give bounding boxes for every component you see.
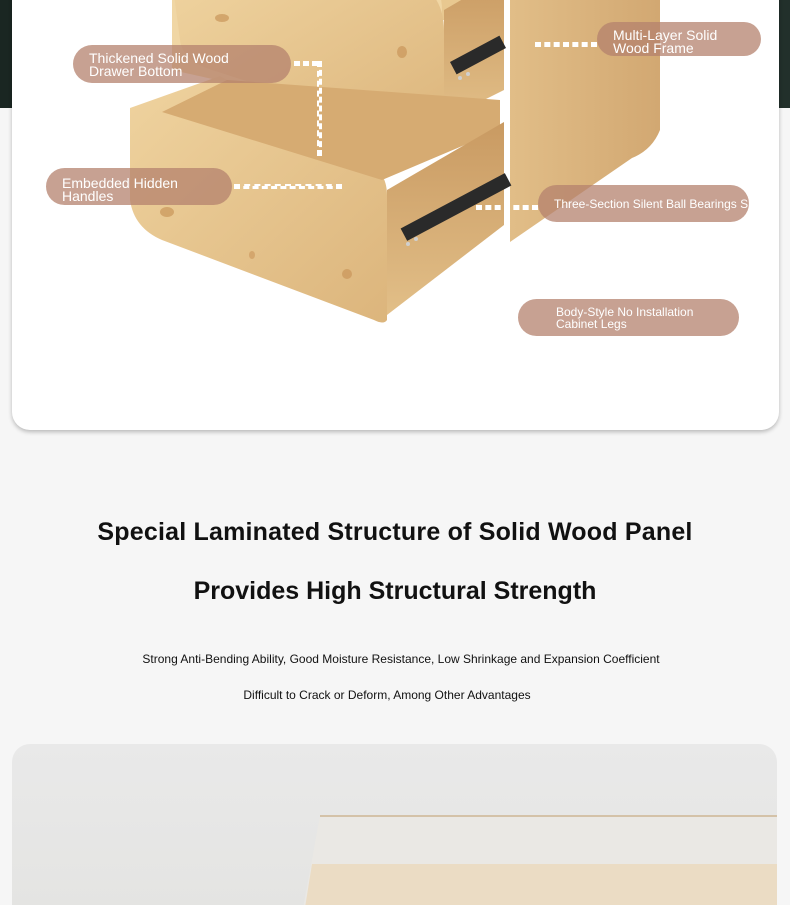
background-edge-right (778, 0, 790, 108)
wood-panel-photo (12, 744, 777, 905)
callout-slides-label: Three-Section Silent Ball Bearings Slides (554, 197, 773, 211)
leader-line-legs-h (488, 317, 518, 322)
leader-line-slides (476, 205, 538, 210)
leader-line-handles (234, 184, 342, 189)
wood-panel-illustration (12, 744, 777, 905)
section-heading-line1: Special Laminated Structure of Solid Wood Panel (97, 518, 693, 546)
leader-line-drawer-bottom-v (317, 61, 322, 156)
leader-line-drawer-bottom-h (294, 61, 318, 66)
callout-slides (538, 185, 773, 222)
section-subtext-line1: Strong Anti-Bending Ability, Good Moisture Resistance, Low Shrinkage and Expansion Coefficient (142, 652, 660, 666)
callout-drawer-bottom-label: Thickened Solid Wood Drawer Bottom (89, 50, 229, 79)
section-subtext-line2: Difficult to Crack or Deform, Among Other Advantages (243, 688, 531, 702)
callout-frame-label: Multi-Layer Solid Wood Frame (613, 27, 718, 56)
callout-frame (597, 22, 761, 56)
section-heading-line2: Provides High Structural Strength (193, 577, 597, 605)
callout-handles-label: Embedded Hidden Handles (62, 175, 178, 204)
leader-line-frame (535, 42, 597, 47)
product-feature-card (12, 0, 779, 430)
callout-legs (518, 299, 739, 336)
callout-legs-label: Body-Style No Installation Cabinet Legs (556, 305, 694, 331)
background-edge-left (0, 0, 12, 108)
callout-drawer-bottom (73, 45, 291, 83)
leader-line-legs-v (488, 242, 493, 318)
callout-handles (46, 168, 232, 205)
